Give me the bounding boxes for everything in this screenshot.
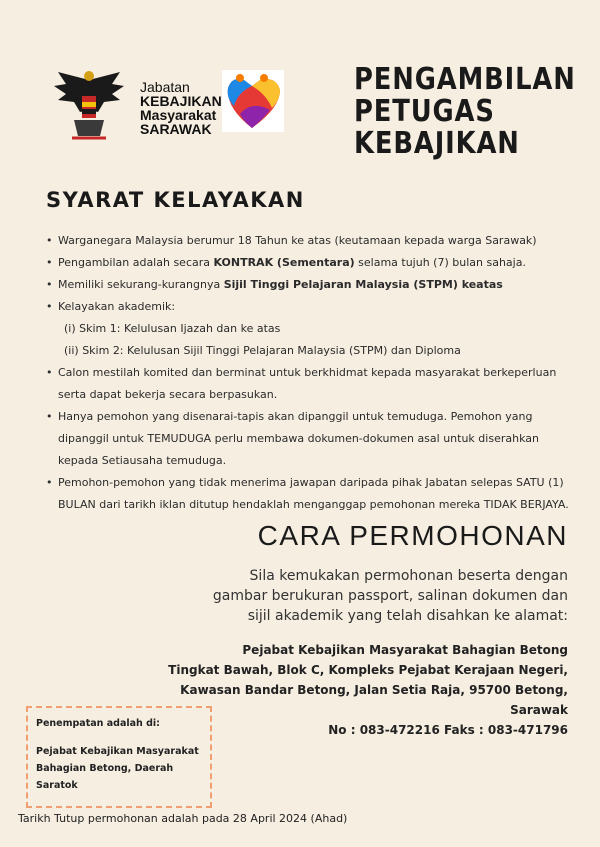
title-line-1: PENGAMBILAN — [354, 62, 576, 97]
syarat-heading: SYARAT KELAYAKAN — [46, 188, 305, 212]
closing-date: Tarikh Tutup permohonan adalah pada 28 April 2024 (Ahad) — [18, 812, 348, 825]
desc-line: sijil akademik yang telah disahkan ke alamat: — [247, 608, 568, 624]
list-item — [42, 252, 572, 274]
list-item — [42, 406, 572, 472]
title-line-3: KEBAJIKAN — [354, 126, 520, 161]
item-text: selama tujuh (7) bulan sahaja. — [354, 256, 526, 269]
sub-item: (i) Skim 1: Kelulusan Ijazah dan ke atas — [64, 322, 281, 335]
item-text: kepada Setiausaha temuduga. — [58, 454, 227, 467]
item-text: Calon mestilah komited dan berminat untuk berkhidmat kepada masyarakat berkeperluan — [58, 366, 557, 379]
location-line: Pejabat Kebajikan Masyarakat — [36, 746, 199, 757]
contact-numbers: No : 083-472216 Faks : 083-471796 — [328, 723, 568, 737]
desc-line: gambar berukuran passport, salinan dokumen dan — [212, 588, 568, 604]
list-item — [42, 230, 572, 252]
bullet-icon: • — [46, 234, 53, 247]
item-text: Hanya pemohon yang disenarai-tapis akan dipanggil untuk temuduga. Pemohon yang — [58, 410, 533, 423]
desc-line: Sila kemukakan permohonan beserta dengan — [249, 568, 568, 584]
page-title — [354, 62, 576, 161]
list-item — [42, 274, 572, 296]
cara-description — [0, 566, 568, 626]
item-text: BULAN dari tarikh iklan ditutup hendaklah menganggap pemohonan mereka TIDAK BERJAYA. — [58, 498, 569, 511]
item-text: Pemohon-pemohon yang tidak menerima jawapan daripada pihak Jabatan selepas SATU (1) — [58, 476, 564, 489]
item-bold-text: KONTRAK (Sementara) — [213, 256, 355, 269]
item-bold-text: Sijil Tinggi Pelajaran Malaysia (STPM) keatas — [223, 278, 503, 291]
bullet-icon: • — [46, 300, 53, 313]
address-line: Kawasan Bandar Betong, Jalan Setia Raja, 95700 Betong, — [180, 683, 568, 697]
location-line: Bahagian Betong, Daerah Saratok — [36, 763, 174, 791]
list-item — [42, 472, 572, 516]
requirements-list — [42, 230, 572, 516]
bullet-icon: • — [46, 366, 53, 379]
sarawak-crest-icon — [52, 66, 126, 142]
logo-line-3: Masyarakat — [140, 107, 217, 123]
list-item — [42, 296, 572, 318]
bullet-icon: • — [46, 476, 53, 489]
bullet-icon: • — [46, 256, 53, 269]
logo-line-2: KEBAJIKAN — [140, 93, 222, 109]
item-text: dipanggil untuk TEMUDUGA perlu membawa dokumen-dokumen asal untuk diserahkan — [58, 432, 539, 445]
address-line: Sarawak — [510, 703, 568, 717]
item-text: Memiliki sekurang-kurangnya — [58, 278, 224, 291]
item-text: Kelayakan akademik: — [58, 300, 176, 313]
cara-heading: CARA PERMOHONAN — [257, 520, 568, 551]
logo-line-4: SARAWAK — [140, 121, 212, 137]
sub-item: (ii) Skim 2: Kelulusan Sijil Tinggi Pelajaran Malaysia (STPM) dan Diploma — [64, 344, 461, 357]
address-line: Tingkat Bawah, Blok C, Kompleks Pejabat Kerajaan Negeri, — [168, 663, 568, 677]
item-text: Warganegara Malaysia berumur 18 Tahun ke atas (keutamaan kepada warga Sarawak) — [58, 234, 537, 247]
item-text: Pengambilan adalah secara — [58, 256, 214, 269]
list-item — [42, 362, 572, 406]
department-logo-text — [140, 80, 222, 136]
address-line: Pejabat Kebajikan Masyarakat Bahagian Betong — [242, 643, 568, 657]
bullet-icon: • — [46, 410, 53, 423]
kebajikan-heart-logo-icon — [222, 70, 284, 132]
title-line-2: PETUGAS — [354, 94, 495, 129]
penempatan-title: Penempatan adalah di: — [36, 718, 160, 729]
penempatan-box — [26, 706, 212, 808]
logo-line-1: Jabatan — [140, 79, 190, 95]
bullet-icon: • — [46, 278, 53, 291]
item-text: serta dapat bekerja secara berpasukan. — [58, 388, 278, 401]
penempatan-location — [36, 743, 202, 794]
